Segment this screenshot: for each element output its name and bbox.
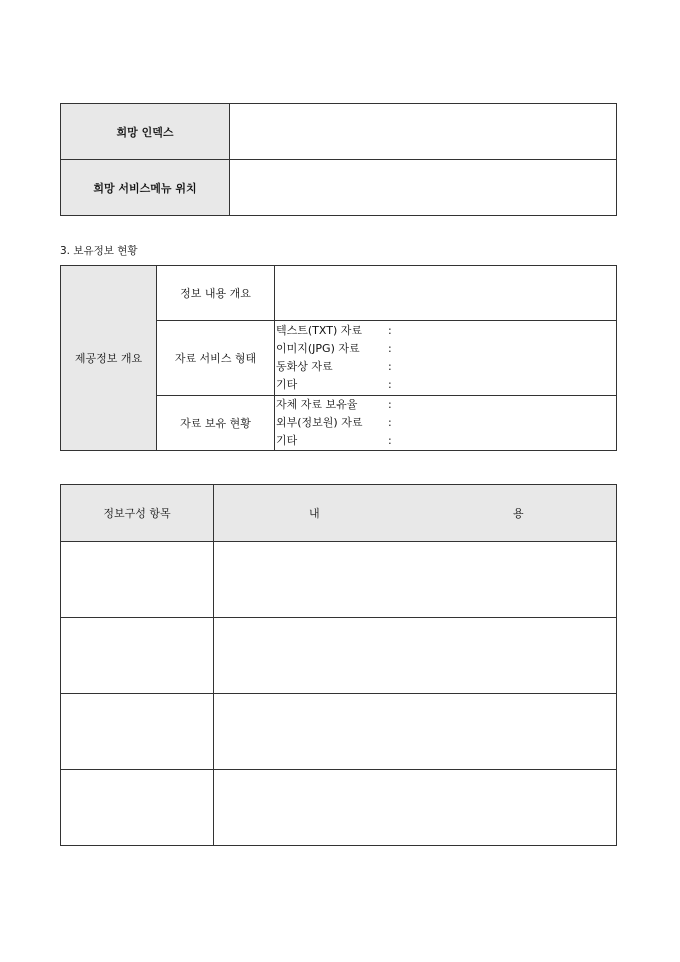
- table-row: [61, 266, 617, 321]
- item-colon: :: [388, 398, 392, 411]
- info-item-cell[interactable]: [61, 694, 214, 770]
- holding-status-table: [60, 265, 617, 451]
- request-table: [60, 103, 617, 216]
- item-colon: :: [388, 416, 392, 429]
- desired-menu-location-label: 희망 서비스메뉴 위치: [61, 160, 230, 216]
- provided-info-overview-label: 제공정보 개요: [61, 266, 157, 451]
- list-item: [276, 322, 616, 340]
- table-row: [61, 542, 617, 618]
- table-row: [61, 694, 617, 770]
- info-composition-table: [60, 484, 617, 846]
- info-item-cell[interactable]: [61, 618, 214, 694]
- info-item-cell[interactable]: [61, 770, 214, 846]
- list-item: [276, 396, 616, 414]
- info-item-cell[interactable]: [61, 542, 214, 618]
- item-colon: :: [388, 324, 392, 337]
- item-label: 기타: [276, 378, 298, 391]
- item-label: 동화상 자료: [276, 360, 333, 373]
- service-type-list: [275, 321, 617, 396]
- header-content: [214, 485, 617, 542]
- desired-index-value[interactable]: [230, 104, 617, 160]
- content-cell[interactable]: [214, 770, 617, 846]
- list-item: [276, 340, 616, 358]
- service-type-label: 자료 서비스 형태: [157, 321, 275, 396]
- item-colon: :: [388, 434, 392, 447]
- holding-status-label: 자료 보유 현황: [157, 396, 275, 451]
- item-colon: :: [388, 360, 392, 373]
- content-cell[interactable]: [214, 542, 617, 618]
- table-row: [61, 104, 617, 160]
- table-header-row: [61, 485, 617, 542]
- item-label: 텍스트(TXT) 자료: [276, 324, 362, 337]
- info-content-overview-label: 정보 내용 개요: [157, 266, 275, 321]
- info-content-overview-value[interactable]: [275, 266, 617, 321]
- table-row: [61, 160, 617, 216]
- item-label: 자체 자료 보유율: [276, 398, 358, 411]
- item-label: 기타: [276, 434, 298, 447]
- item-label: 이미지(JPG) 자료: [276, 342, 360, 355]
- section-title: 3. 보유정보 현황: [60, 245, 138, 257]
- holding-status-list: [275, 396, 617, 451]
- list-item: [276, 358, 616, 376]
- table-row: [61, 618, 617, 694]
- desired-menu-location-value[interactable]: [230, 160, 617, 216]
- list-item: [276, 376, 616, 394]
- header-info-item: 정보구성 항목: [61, 485, 214, 542]
- list-item: [276, 432, 616, 450]
- list-item: [276, 414, 616, 432]
- header-content-char-1: 내: [309, 507, 320, 520]
- table-row: [61, 770, 617, 846]
- content-cell[interactable]: [214, 618, 617, 694]
- item-colon: :: [388, 342, 392, 355]
- header-content-char-2: 용: [513, 507, 524, 520]
- item-colon: :: [388, 378, 392, 391]
- item-label: 외부(정보원) 자료: [276, 416, 363, 429]
- content-cell[interactable]: [214, 694, 617, 770]
- desired-index-label: 희망 인덱스: [61, 104, 230, 160]
